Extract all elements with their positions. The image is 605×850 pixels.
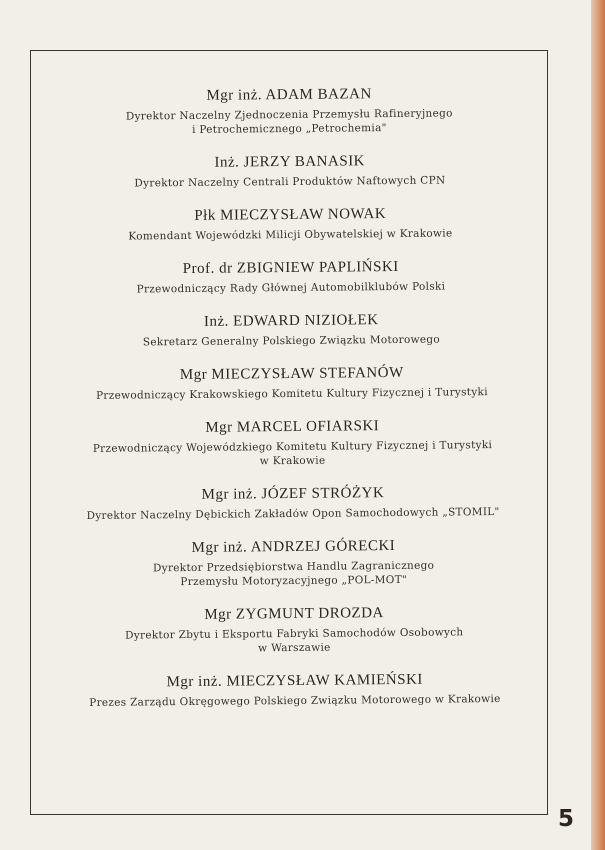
list-item — [34, 535, 552, 590]
list-item — [30, 84, 548, 139]
role-line: i Petrochemicznego „Petrochemia" — [192, 122, 387, 136]
person-name: Mgr MIECZYSŁAW STEFANÓW — [179, 364, 404, 384]
person-name: Inż. JERZY BANASIK — [214, 153, 366, 171]
role-line: Prezes Zarządu Okręgowego Polskiego Związku Motorowego w Krakowie — [89, 692, 501, 709]
role-line: Przewodniczący Rady Głównej Automobilklubów Polski — [136, 280, 446, 296]
person-role — [30, 106, 548, 139]
list-item — [33, 415, 551, 470]
list-item — [34, 482, 552, 523]
person-role — [36, 691, 554, 710]
person-role — [32, 332, 550, 351]
person-role — [31, 226, 549, 245]
person-name: Mgr ZYGMUNT DROZDA — [204, 605, 384, 623]
role-line: Przemysłu Motoryzacyjnego „POL-MOT" — [180, 573, 408, 589]
person-role — [33, 384, 551, 403]
person-name: Mgr inż. ADAM BAZAN — [206, 86, 372, 104]
person-name: Inż. EDWARD NIZIOŁEK — [203, 312, 379, 330]
page-edge-shadow — [591, 0, 605, 850]
list-item — [31, 151, 549, 192]
member-list — [30, 84, 554, 728]
person-name: Mgr inż. JÓZEF STRÓŻYK — [201, 485, 385, 503]
role-line: Dyrektor Naczelny Dębickich Zakładów Opon Samochodowych „STOMIL" — [86, 505, 500, 522]
list-item — [36, 669, 554, 710]
person-role — [33, 437, 551, 470]
person-name: Mgr inż. MIECZYSŁAW KAMIEŃSKI — [166, 671, 423, 691]
person-role — [35, 557, 553, 590]
person-role — [31, 173, 549, 192]
person-role — [35, 624, 553, 657]
person-role — [32, 279, 550, 298]
role-line: Dyrektor Przedsiębiorstwa Handlu Zagranicznego — [152, 559, 435, 575]
list-item — [33, 363, 551, 404]
role-line: Przewodniczący Krakowskiego Komitetu Kultury Fizycznej i Turystyki — [95, 386, 488, 402]
role-line: Przewodniczący Wojewódzkiego Komitetu Kultury Fizycznej i Turystyki — [92, 439, 493, 455]
person-name: Płk MIECZYSŁAW NOWAK — [194, 206, 387, 224]
person-role — [34, 504, 552, 523]
role-line: Dyrektor Zbytu i Eksportu Fabryki Samochodów Osobowych — [125, 626, 464, 642]
role-line: Komendant Wojewódzki Milicji Obywatelskiej w Krakowie — [128, 227, 453, 243]
list-item — [32, 310, 550, 351]
role-line: Dyrektor Naczelny Centrali Produktów Naftowych CPN — [134, 174, 446, 190]
list-item — [35, 602, 553, 657]
list-item — [32, 257, 550, 298]
page-number: 5 — [558, 806, 575, 832]
person-name: Mgr MARCEL OFIARSKI — [205, 418, 380, 436]
role-line: Sekretarz Generalny Polskiego Związku Motorowego — [142, 333, 441, 349]
list-item — [31, 204, 549, 245]
role-line: w Krakowie — [259, 454, 326, 468]
role-line: Dyrektor Naczelny Zjednoczenia Przemysłu Rafineryjnego — [125, 107, 453, 123]
person-name: Mgr inż. ANDRZEJ GÓRECKI — [191, 538, 396, 556]
person-name: Prof. dr ZBIGNIEW PAPLIŃSKI — [182, 258, 399, 278]
role-line: w Warszawie — [258, 641, 331, 655]
